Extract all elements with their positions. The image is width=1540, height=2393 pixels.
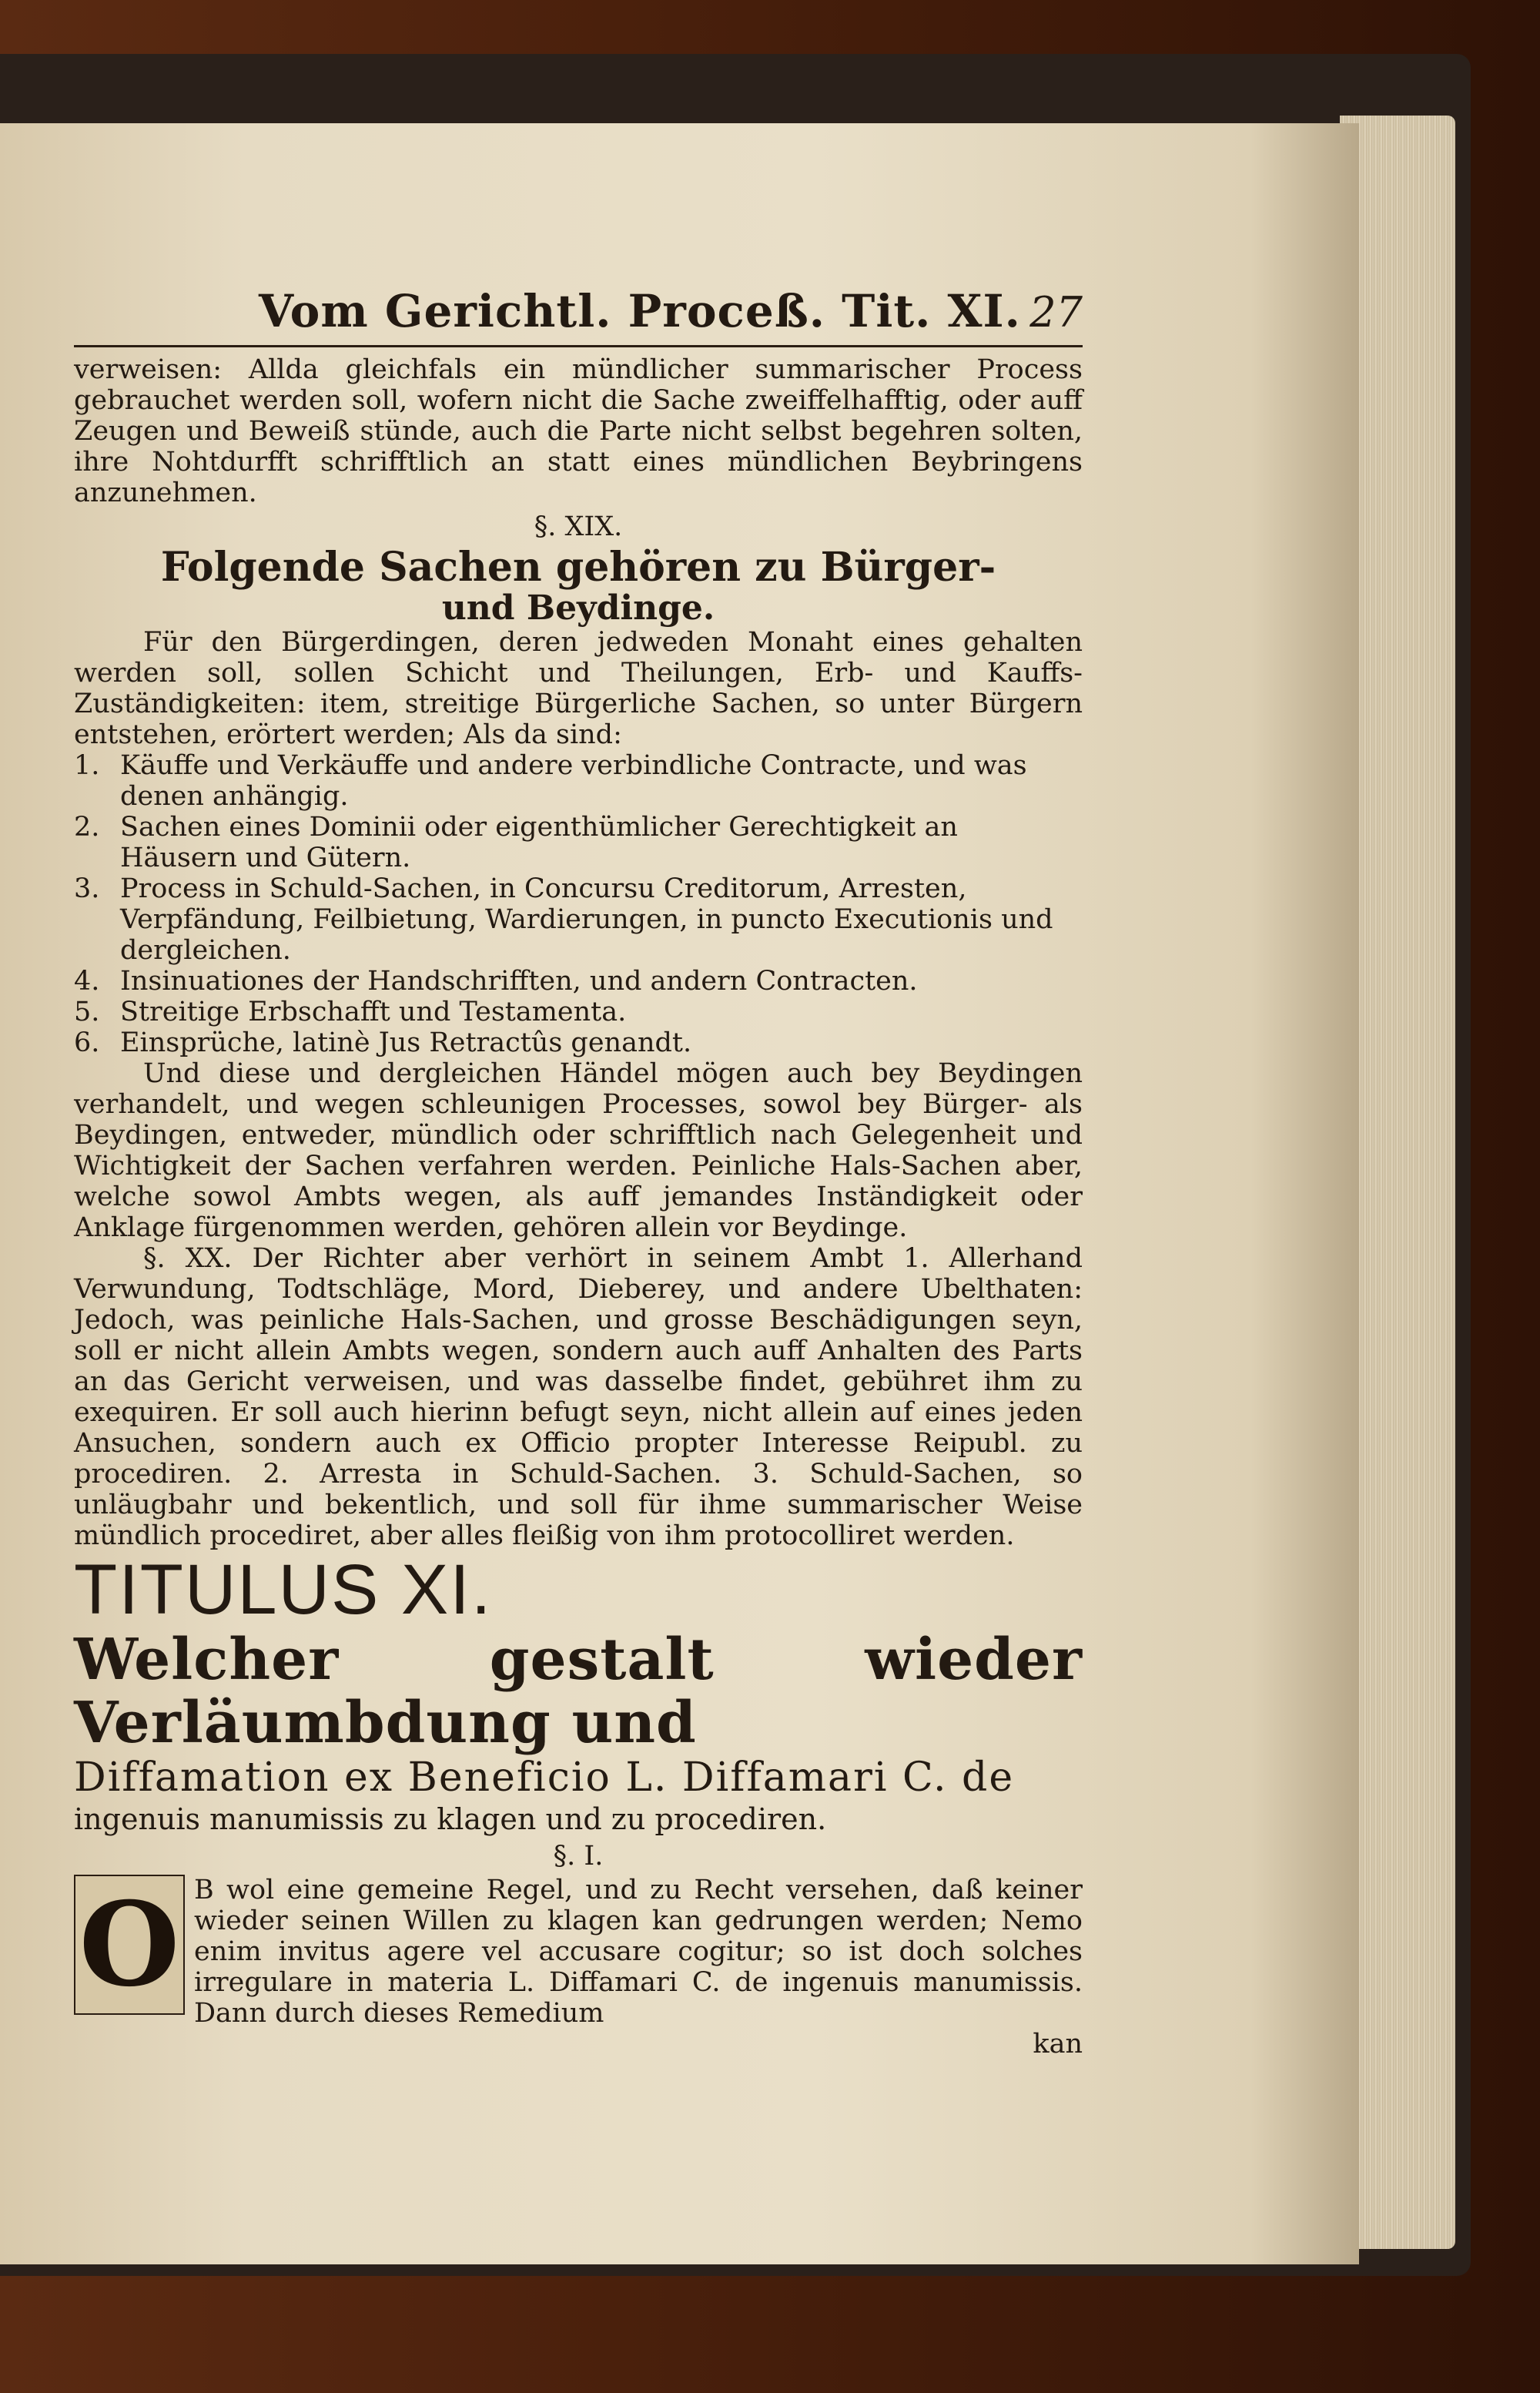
section-number-1: §. I. [553, 1841, 604, 1872]
list-number: 6. [74, 1027, 100, 1058]
list-text: Insinuationes der Handschrifften, und andern Contracten. [120, 966, 918, 997]
page-number: 27 [1029, 288, 1083, 337]
list-number: 1. [74, 750, 100, 781]
list-item [74, 750, 1083, 812]
title-line-3: ingenuis manumissis zu klagen und zu procediren. [74, 1802, 827, 1836]
paragraph-1: verweisen: Allda gleichfals ein mündlicher summarischer Process gebrauchet werden soll, wofern nicht die Sache zweiffelhafftig, oder auff Zeugen und Beweiß stünde, auch die Parte nicht selbst begehren solten, ihre Nohtdurfft schrifftlich an statt eines mündlichen Beybringens anzunehmen. [74, 354, 1083, 508]
list-item [74, 997, 1083, 1027]
final-paragraph [74, 1875, 1083, 2029]
list-text: Einsprüche, latinè Jus Retractûs genandt. [120, 1027, 692, 1058]
paragraph-3: Und diese und dergleichen Händel mögen auch bey Beydingen verhandelt, und wegen schleunigen Processes, sowol bey Bürger- als Beydingen, entweder, mündlich oder schrifftlich nach Gelegenheit und Wichtigkeit der Sachen verfahren werden. Peinliche Hals-Sachen aber, welche sowol Ambts wegen, als auff jemandes Inständigkeit oder Anklage fürgenommen werden, gehören allein vor Beydinge. [74, 1058, 1083, 1243]
catchword: kan [1033, 2029, 1083, 2060]
list-item [74, 966, 1083, 997]
list-text: Käuffe und Verkäuffe und andere verbindliche Contracte, und was denen anhängig. [120, 750, 1027, 812]
list-number: 5. [74, 997, 100, 1027]
titulus-heading: TITULUS XI. [74, 1550, 493, 1629]
section-heading-line-1: Folgende Sachen gehören zu Bürger- [160, 544, 996, 591]
title-line-2: Diffamation ex Beneficio L. Diffamari C. de [74, 1755, 1015, 1801]
list-text: Sachen eines Dominii oder eigenthümlicher Gerechtigkeit an Häusern und Gütern. [120, 812, 958, 873]
header-rule [74, 345, 1083, 347]
decorated-initial: O [74, 1875, 185, 2015]
page-body [74, 354, 1083, 2060]
list-text: Process in Schuld-Sachen, in Concursu Creditorum, Arresten, Verpfändung, Feilbietung, Wardierungen, in puncto Executionis und dergleichen. [120, 873, 1053, 966]
list-item [74, 812, 1083, 873]
paragraph-5: B wol eine gemeine Regel, und zu Recht versehen, daß keiner wieder seinen Willen zu klagen kan gedrungen werden; Nemo enim invitus agere vel accusare cogitur; so ist doch solches irregulare in materia L. Diffamari C. de ingenuis manumissis. Dann durch dieses Remedium [194, 1875, 1083, 2029]
list-number: 4. [74, 966, 100, 997]
paragraph-2: Für den Bürgerdingen, deren jedweden Monaht eines gehalten werden soll, sollen Schicht und Theilungen, Erb- und Kauffs-Zuständigkeiten: item, streitige Bürgerliche Sachen, so unter Bürgern entstehen, erörtert werden; Als da sind: [74, 627, 1083, 750]
list-number: 3. [74, 873, 100, 904]
list-item [74, 873, 1083, 966]
section-heading-line-2: und Beydinge. [441, 588, 715, 628]
paragraph-4: §. XX. Der Richter aber verhört in seinem Ambt 1. Allerhand Verwundung, Todtschläge, Mord, Dieberey, und andere Ubelthaten: Jedoch, was peinliche Hals-Sachen, und grosse Beschädigungen seyn, soll er nicht allein Ambts wegen, sondern auch auff Anhalten des Parts an das Gericht verweisen, und was dasselbe findet, gebühret ihm zu exequiren. Er soll auch hierinn befugt seyn, nicht allein auf eines jeden Ansuchen, sondern auch ex Officio propter Interesse Reipubl. zu procediren. 2. Arresta in Schuld-Sachen. 3. Schuld-Sachen, so unläugbahr und bekentlich, und soll für ihme summarischer Weise mündlich procediret, aber alles fleißig von ihm protocolliret werden. [74, 1243, 1083, 1551]
title-line-1: Welcher gestalt wieder Verläumbdung und [74, 1627, 1083, 1756]
page-header [74, 285, 1083, 339]
list-text: Streitige Erbschafft und Testamenta. [120, 997, 627, 1027]
list-item [74, 1027, 1083, 1058]
matters-list [74, 750, 1083, 1058]
section-number-19: §. XIX. [534, 511, 623, 542]
list-number: 2. [74, 812, 100, 843]
running-title: Vom Gerichtl. Proceß. Tit. XI. [259, 285, 1021, 337]
